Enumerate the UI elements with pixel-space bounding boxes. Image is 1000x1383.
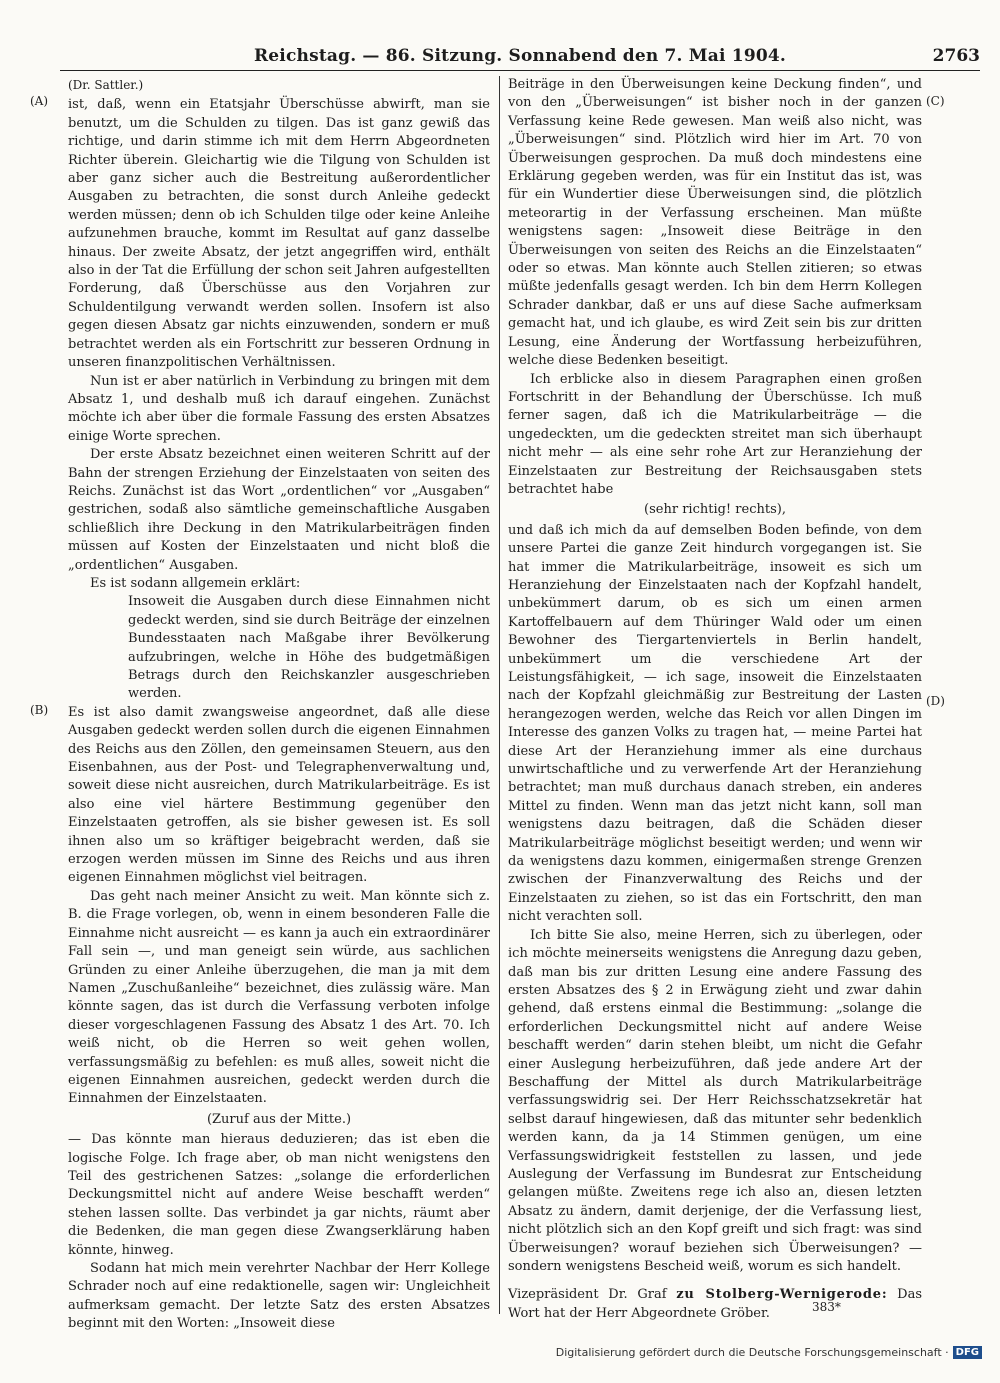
speaker-role: Vizepräsident Dr. Graf xyxy=(508,1287,677,1303)
dfg-logo: DFG xyxy=(953,1346,982,1359)
paragraph: Es ist also damit zwangsweise angeordnet, daß alle diese Ausgaben gedeckt werden sollen durch die eigenen Einnahmen des Reichs aus den Zöllen, den gemeinsamen Steuern, aus den Eisenbahnen, aus der Post- und Telegraphenverwaltung und, soweit diese nicht ausreichen, durch Matrikularbeiträge. Es ist also eine viel härtere Bestimmung gegenüber den Einzelstaaten getroffen, als sie bisher gewesen ist. Es soll ihnen also um so kräftiger beigebracht werden, daß sie erzogen werden müssen im Sinne des Reichs und aus ihren eigenen Einnahmen möglichst viel beitragen. xyxy=(68,704,490,886)
left-column xyxy=(68,76,490,1334)
paragraph: Beiträge in den Überweisungen keine Deckung finden“, und von den „Überweisungen“ ist bisher noch in der ganzen Verfassung keine Rede gewesen. Man weiß also nicht, was „Überweisungen“ sind. Plötzlich wird hier im Art. 70 von Überweisungen gesprochen. Da muß doch mindestens eine Erklärung gegeben werden, was für ein Institut das ist, was für ein Wundertier diese Überweisungen sind, die plötzlich meteorartig in der Verfassung erscheinen. Man müßte wenigstens sagen: „Insoweit diese Beiträge in den Überweisungen von seiten des Reichs an die Einzelstaaten“ oder so etwas. Man könnte auch Stellen zitieren; so etwas müßte jedenfalls gesagt werden. Ich bin dem Herrn Kollegen Schrader dankbar, daß er uns auf diese Sache aufmerksam gemacht hat, und ich glaube, es wird Zeit sein bis zur dritten Lesung, eine Änderung der Wortfassung herbeizuführen, welche diese Bedenken beseitigt. xyxy=(508,77,922,369)
page-header xyxy=(60,46,980,71)
speaker-name: zu Stolberg-Wernigerode: xyxy=(676,1287,888,1303)
quotation: Insoweit die Ausgaben durch diese Einnahmen nicht gedeckt werden, sind sie durch Beiträge der einzelnen Bundesstaaten nach Maßgabe ihrer Bevölkerung aufzubringen, welche in Höhe des budgetmäßigen Betrags durch den Reichskanzler ausgeschrieben werden. xyxy=(128,594,490,702)
paragraph: Der erste Absatz bezeichnet einen weiteren Schritt auf der Bahn der strengen Erziehung der Einzelstaaten von seiten des Reichs. Zunächst ist das Wort „ordentlichen“ vor „Ausgaben“ gestrichen, sodaß also sämtliche gemeinschaftliche Ausgaben schließlich ihre Deckung in den Matrikularbeiträgen finden müssen auf Kosten der Einzelstaaten und nicht bloß die „ordentlichen“ Ausgaben. xyxy=(68,447,490,573)
interjection: (Zuruf aus der Mitte.) xyxy=(206,1111,352,1127)
running-title: Reichstag. — 86. Sitzung. Sonnabend den 7. Mai 1904. xyxy=(253,46,787,66)
paragraph: ist, daß, wenn ein Etatsjahr Überschüsse abwirft, man sie benutzt, um die Schulden zu tilgen. Das ist ganz gewiß das richtige, und darin stimme ich mit dem Herrn Abgeordneten Richter überein. Gleichartig wie die Tilgung von Schulden ist aber ganz sicher auch die Bestreitung außerordentlicher Ausgaben zu betrachten, die sonst durch Anleihe gedeckt werden müssen; denn ob ich Schulden tilge oder keine Anleihe aufzunehmen brauche, kommt im Resultat auf ganz dasselbe hinaus. Der zweite Absatz, der jetzt angegriffen wird, enthält also in der Tat die Erfüllung der schon seit Jahren aufgestellten Forderung, daß Überschüsse aus den Vorjahren zur Schuldentilgung verwandt werden sollen. Insofern ist also gegen diesen Absatz gar nichts einzuwenden, sondern er muß betrachtet werden als ein Fortschritt zur besseren Ordnung in unseren finanzpolitischen Verhältnissen. xyxy=(68,97,490,371)
paragraph: Das geht nach meiner Ansicht zu weit. Man könnte sich z. B. die Frage vorlegen, ob, wenn in einem besonderen Falle die Einnahme nicht ausreicht — es kann ja auch ein extraordinärer Fall sein —, und man geneigt sein würde, aus sachlichen Gründen zu einer Anleihe überzugehen, die man ja mit dem Namen „Zuschußanleihe“ bezeichnet, dies zulässig wäre. Man könnte sagen, das ist durch die Verfassung verboten infolge dieser vorgeschlagenen Fassung des Absatz 1 des Art. 70. Ich weiß nicht, ob die Herren so weit gehen wollen, verfassungsmäßig zu befehlen: es muß alles, soweit nicht die eigenen Einnahmen ausreichen, gedeckt werden durch die Einnahmen der Einzelstaaten. xyxy=(68,888,490,1107)
paragraph: und daß ich mich da auf demselben Boden befinde, von dem unsere Partei die ganze Zeit hindurch vorgegangen ist. Sie hat immer die Matrikularbeiträge, insoweit es sich um Heranziehung der Einzelstaaten nach der Kopfzahl handelt, unbekümmert darum, ob es sich um einen armen Kartoffelbauern auf dem Thüringer Wald oder um einen Bewohner des Tiergartenviertels in Berlin handelt, unbekümmert um die verschiedene Art der Leistungsfähigkeit, — ich sage, insoweit die Einzelstaaten nach der Kopfzahl gleichmäßig zur Bestreitung der Lasten herangezogen werden, welche das Reich vor allen Dingen im Interesse des ganzen Volks zu tragen hat, — meine Partei hat diese Art der Heranziehung immer als eine durchaus unwirtschaftliche und zu verwerfende Art der Heranziehung betrachtet; man muß durchaus danach streben, ein anderes Mittel zu finden. Wenn man das jetzt nicht kann, soll man wenigstens dazu beitragen, daß die Schäden dieser Matrikularbeiträge möglichst beseitigt werden; und wenn wir da wenigstens dazu kommen, einigermaßen strenge Grenzen zwischen der Finanzverwaltung des Reichs und der Einzelstaaten zu ziehen, so ist das ein Fortschritt, den man nicht verachten soll. xyxy=(508,522,922,925)
sheet-number: 383* xyxy=(812,1300,841,1314)
paragraph: Nun ist er aber natürlich in Verbindung zu bringen mit dem Absatz 1, und deshalb muß ich darauf eingehen. Zunächst möchte ich aber über die formale Fassung des ersten Absatzes einige Worte sprechen. xyxy=(68,373,490,444)
footer xyxy=(556,1346,982,1359)
paragraph: Es ist sodann allgemein erklärt: xyxy=(90,575,301,591)
paragraph: Ich bitte Sie also, meine Herren, sich zu überlegen, oder ich möchte meinerseits wenigstens die Anregung dazu geben, daß man bis zur dritten Lesung eine andere Fassung des ersten Absatzes des § 2 in Erwägung zieht und zwar dahin gehend, daß erstens einmal die Bestimmung: „solange die erforderlichen Deckungsmittel nicht auf andere Weise beschafft werden“ darin stehen bleibt, um nicht die Gefahr einer Auslegung herbeizuführen, daß jede andere Art der Beschaffung der Mittel als durch Matrikularbeiträge verfassungswidrig sei. Der Herr Reichsschatzsekretär hat selbst darauf hingewiesen, daß das mitunter sehr bedenklich werden kann, da ja 14 Stimmen genügen, um eine Verfassungswidrigkeit feststellen zu lassen, und jede Auslegung der Verfassung im Bundesrat zur Entscheidung gelangen müßte. Zweitens rege ich also an, diesen letzten Absatz zu ändern, damit derjenige, der die Verfassung liest, nicht plötzlich sich an den Kopf greift und sich fragt: was sind Überweisungen? worauf beziehen sich Überweisungen? — sondern wenigstens Bescheid weiß, worum es sich handelt. xyxy=(508,927,922,1274)
funding-note: Digitalisierung gefördert durch die Deutsche Forschungsgemeinschaft · xyxy=(555,1346,949,1359)
margin-mark-a: (A) xyxy=(30,94,49,108)
margin-mark-d: (D) xyxy=(926,694,945,708)
margin-mark-c: (C) xyxy=(926,94,945,108)
speaker-text: Das Wort hat der Herr Abgeordnete Gröber. xyxy=(508,1287,922,1321)
speaker-paragraph xyxy=(508,1286,922,1323)
paragraph: Sodann hat mich mein verehrter Nachbar der Herr Kollege Schrader noch auf eine redaktionelle, sagen wir: Ungleichheit aufmerksam gemacht. Der letzte Satz des ersten Absatzes beginnt mit den Worten: „Insoweit diese xyxy=(68,1261,490,1332)
paragraph: Ich erblicke also in diesem Paragraphen einen großen Fortschritt in der Behandlung der Überschüsse. Ich muß ferner sagen, daß ich die Matrikularbeiträge — die ungedeckten, um die gedeckten streitet man sich überhaupt nicht mehr — als eine sehr rohe Art zur Heranziehung der Einzelstaaten zur Bestreitung der Reichsausgaben stets betrachtet habe xyxy=(508,371,922,497)
right-column xyxy=(508,76,922,1323)
margin-mark-b: (B) xyxy=(30,703,49,717)
page-number: 2763 xyxy=(932,46,980,66)
speaker-tag: (Dr. Sattler.) xyxy=(68,78,144,92)
column-divider xyxy=(499,76,500,1314)
paragraph: — Das könnte man hieraus deduzieren; das ist eben die logische Folge. Ich frage aber, ob man nicht wenigstens den Teil des gestrichenen Satzes: „solange die erforderlichen Deckungsmittel nicht auf andere Weise beschafft werden“ stehen lassen sollte. Das verbindet ja gar nichts, räumt aber die Bedenken, die man gegen diese Zwangserklärung haben könnte, hinweg. xyxy=(68,1132,490,1258)
interjection: (sehr richtig! rechts), xyxy=(644,502,786,518)
